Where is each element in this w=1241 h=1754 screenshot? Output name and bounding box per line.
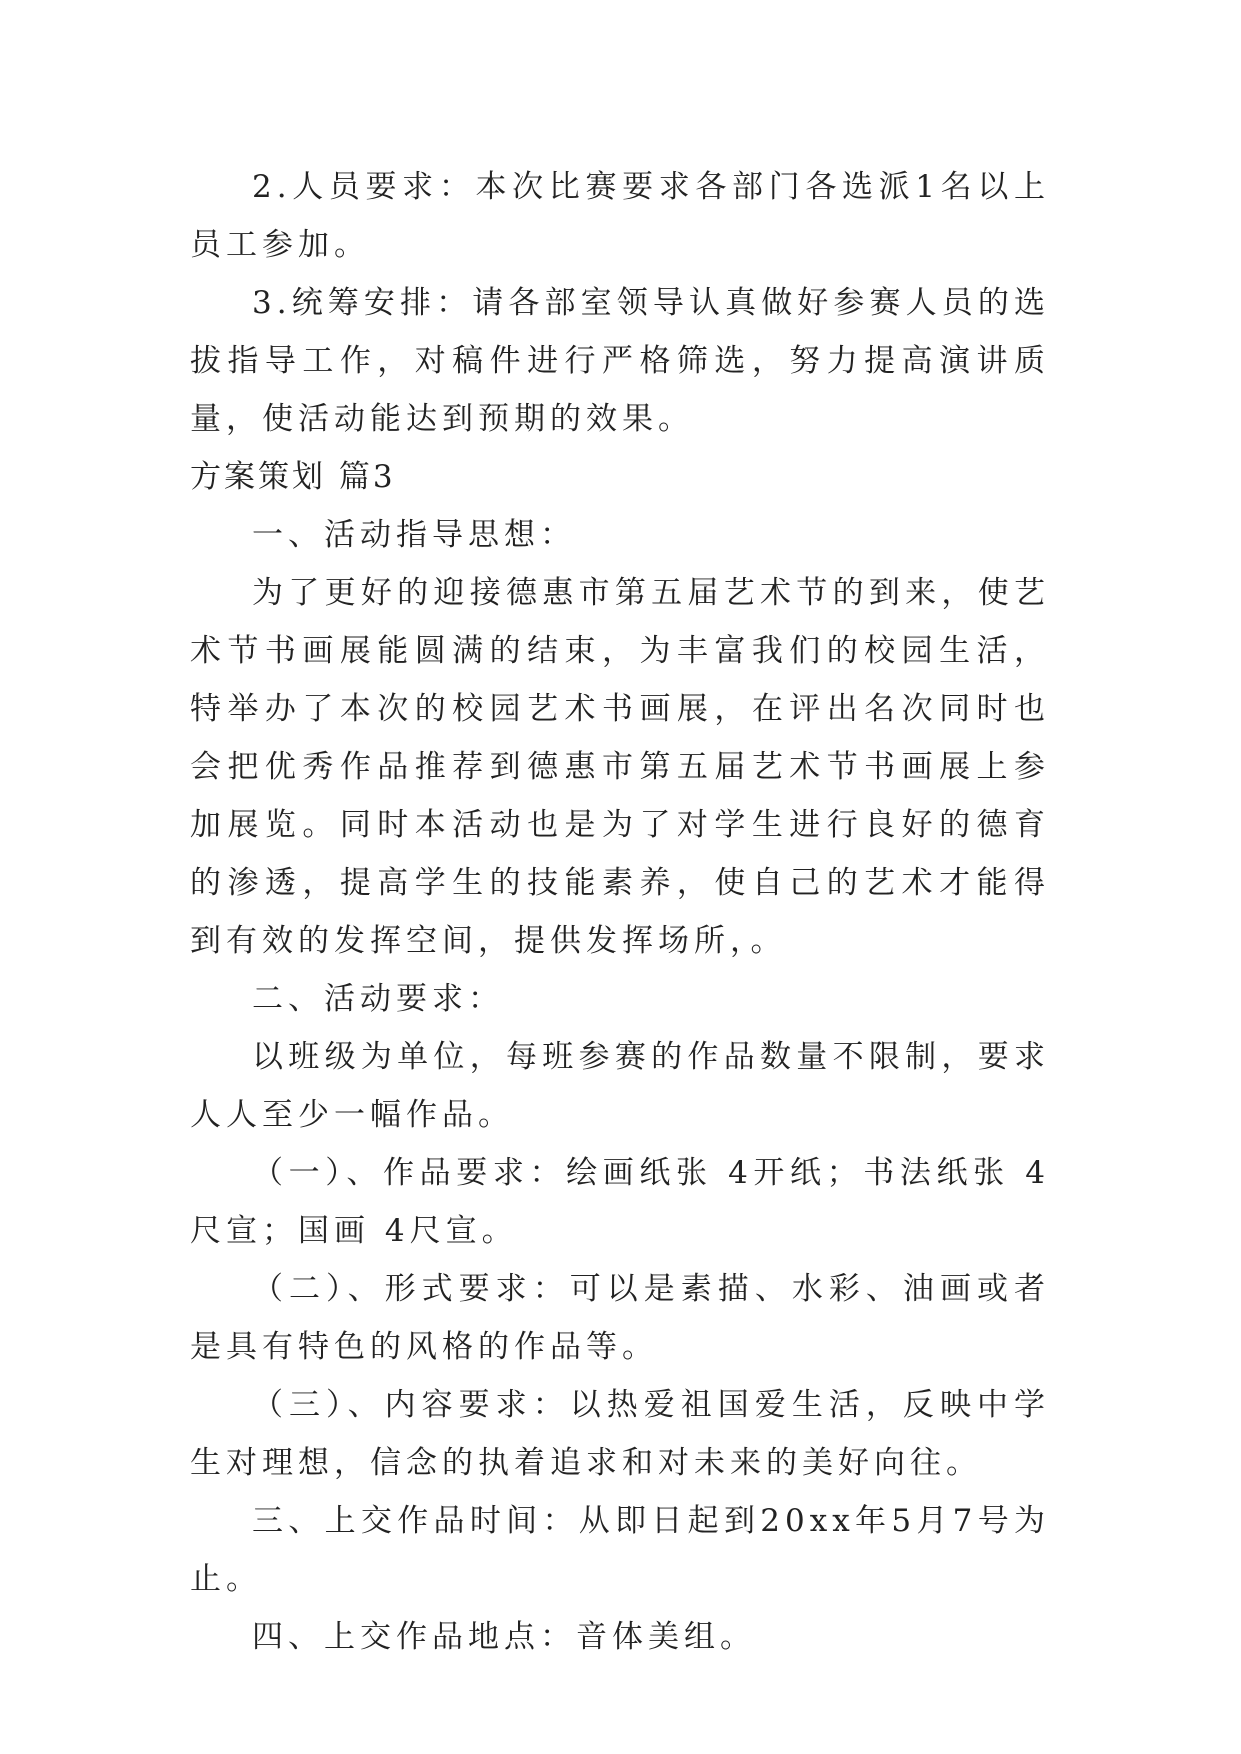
document-body — [190, 158, 1050, 1666]
paragraph-form-requirement: （二）、形式要求：可以是素描、水彩、油画或者是具有特色的风格的作品等。 — [190, 1271, 1050, 1365]
paragraph-requirements-heading: 二、活动要求： — [252, 981, 504, 1017]
section-heading: 方案策划 篇3 — [190, 459, 396, 495]
paragraph-personnel-requirement: 2.人员要求：本次比赛要求各部门各选派1名以上员工参加。 — [190, 169, 1050, 263]
paragraph-guiding-heading: 一、活动指导思想： — [252, 517, 576, 553]
paragraph-overall-arrangement: 3.统筹安排：请各部室领导认真做好参赛人员的选拔指导工作，对稿件进行严格筛选，努力提高演讲质量，使活动能达到预期的效果。 — [190, 285, 1050, 437]
paragraph-submission-location: 四、上交作品地点：音体美组。 — [252, 1619, 756, 1655]
paragraph-requirements-body: 以班级为单位，每班参赛的作品数量不限制，要求人人至少一幅作品。 — [190, 1039, 1050, 1133]
paragraph-submission-time: 三、上交作品时间：从即日起到20xx年5月7号为止。 — [190, 1503, 1050, 1597]
paragraph-work-requirement: （一）、作品要求：绘画纸张 4开纸；书法纸张 4尺宣；国画 4尺宣。 — [190, 1155, 1050, 1249]
paragraph-content-requirement: （三）、内容要求：以热爱祖国爱生活，反映中学生对理想，信念的执着追求和对未来的美好向往。 — [190, 1387, 1050, 1481]
paragraph-guiding-body: 为了更好的迎接德惠市第五届艺术节的到来，使艺术节书画展能圆满的结束，为丰富我们的校园生活，特举办了本次的校园艺术书画展，在评出名次同时也会把优秀作品推荐到德惠市第五届艺术节书画展上参加展览。同时本活动也是为了对学生进行良好的德育的渗透，提高学生的技能素养，使自己的艺术才能得到有效的发挥空间，提供发挥场所，。 — [190, 575, 1050, 959]
